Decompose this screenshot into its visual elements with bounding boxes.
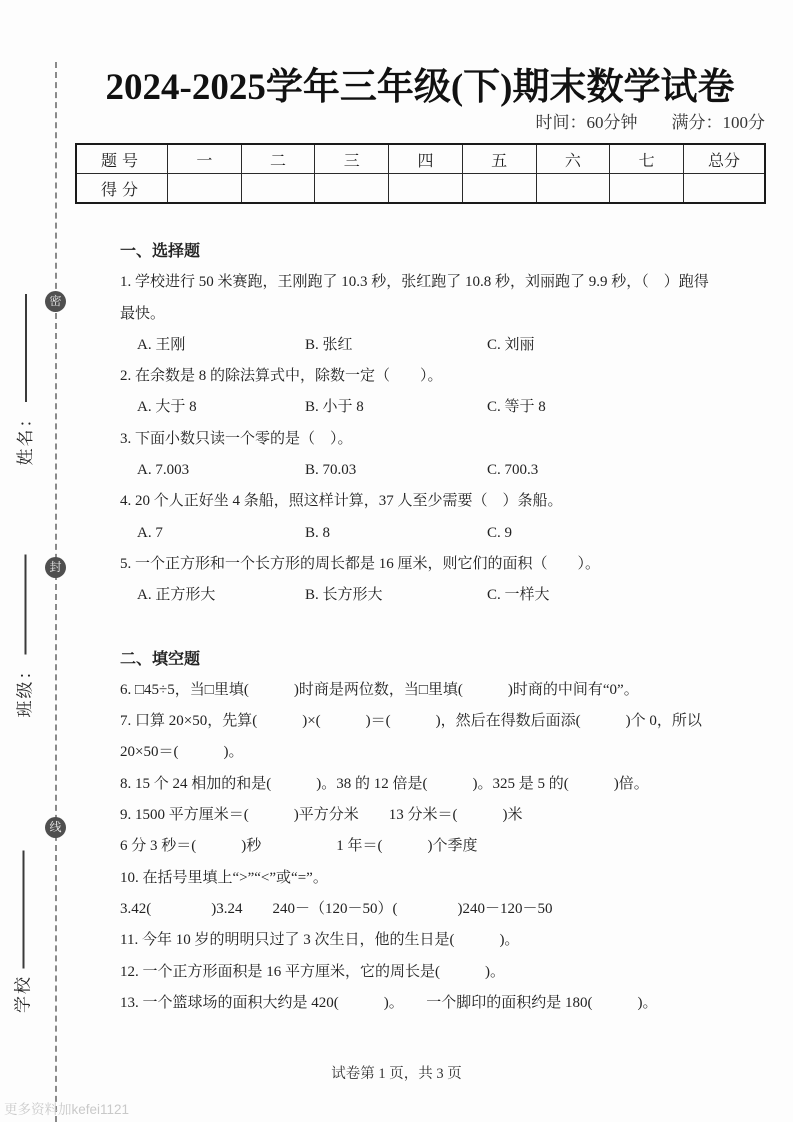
class-label [15, 544, 37, 729]
option-b: B. 70.03 [305, 462, 357, 479]
score-table [75, 143, 766, 204]
question-1-line2: 最快。 [120, 305, 166, 322]
seal-char-mi: 密 [45, 291, 66, 312]
time-limit: 时间：60分钟 [535, 113, 638, 132]
score-header-cell: 六 [536, 144, 610, 174]
score-row-label: 得分 [76, 174, 168, 204]
question-1-line1: 1. 学校进行 50 米赛跑，王刚跑了 10.3 秒，张红跑了 10.8 秒，刘丽跑了 9.9 秒，（ ）跑得 [120, 274, 709, 291]
score-header-cell: 三 [315, 144, 389, 174]
score-cell [241, 174, 315, 204]
option-a: A. 正方形大 [137, 587, 216, 604]
score-cell [536, 174, 610, 204]
score-cell [389, 174, 463, 204]
score-header-cell: 总分 [684, 144, 766, 174]
score-header-cell: 二 [241, 144, 315, 174]
student-name-blank-line [25, 295, 27, 403]
section2-heading: 二、填空题 [120, 650, 201, 668]
watermark-text: 更多资料加kefei1121 [4, 1102, 130, 1117]
class-text: 班级： [15, 660, 35, 718]
page-number: 试卷第 1 页，共 3 页 [331, 1066, 462, 1082]
question-7-line2: 20×50＝( )。 [120, 744, 244, 761]
score-cell [168, 174, 242, 204]
option-a: A. 大于 8 [137, 399, 197, 416]
question-3: 3. 下面小数只读一个零的是（ ）。 [120, 430, 353, 447]
question-9-line2: 6 分 3 秒＝( )秒 1 年＝( )个季度 [120, 838, 478, 855]
exam-body [120, 236, 770, 1019]
option-b: B. 张红 [305, 336, 353, 353]
school-label [13, 830, 35, 1035]
question-5-options [120, 580, 770, 611]
question-9-line1: 9. 1500 平方厘米＝( )平方分米 13 分米＝( )米 [120, 807, 523, 824]
student-name-text: 姓名： [16, 408, 35, 466]
score-header-cell: 五 [462, 144, 536, 174]
seal-char-xian: 线 [45, 817, 66, 838]
question-1-options [120, 330, 770, 361]
option-b: B. 长方形大 [305, 587, 383, 604]
score-header-cell: 题号 [76, 144, 168, 174]
option-c: C. 等于 8 [487, 399, 546, 416]
full-score: 满分：100分 [671, 113, 765, 132]
class-blank-line [25, 555, 27, 655]
option-c: C. 700.3 [487, 462, 539, 479]
option-a: A. 7 [137, 524, 163, 541]
question-2-options [120, 392, 770, 423]
option-c: C. 9 [487, 524, 513, 541]
score-cell [684, 174, 766, 204]
option-c: C. 刘丽 [487, 336, 535, 353]
question-5: 5. 一个正方形和一个长方形的周长都是 16 厘米，则它们的面积（ ）。 [120, 555, 601, 572]
score-cell [610, 174, 684, 204]
score-cell [315, 174, 389, 204]
seal-dashed-line [55, 62, 57, 1122]
school-blank-line [23, 851, 25, 969]
score-cell [462, 174, 536, 204]
page-title: 2024-2025学年三年级(下)期末数学试卷 [105, 67, 735, 108]
question-2: 2. 在余数是 8 的除法算式中，除数一定（ ）。 [120, 368, 443, 385]
question-4: 4. 20 个人正好坐 4 条船，照这样计算，37 人至少需要（ ）条船。 [120, 493, 563, 510]
score-table-header-row [76, 144, 765, 174]
section1-heading: 一、选择题 [120, 243, 201, 260]
score-header-cell: 一 [168, 144, 242, 174]
score-header-cell: 四 [389, 144, 463, 174]
score-table-score-row [76, 174, 765, 204]
question-3-options [120, 455, 770, 486]
option-b: B. 8 [305, 524, 331, 541]
exam-meta [536, 108, 766, 133]
question-12: 12. 一个正方形面积是 16 平方厘米，它的周长是( )。 [120, 963, 505, 980]
school-text: 学校 [13, 975, 33, 1013]
question-6: 6. □45÷5，当□里填( )时商是两位数，当□里填( )时商的中间有“0”。 [120, 681, 639, 698]
question-10: 10. 在括号里填上“>”“<”或“=”。 [120, 869, 328, 886]
question-11: 11. 今年 10 岁的明明只过了 3 次生日，他的生日是( )。 [120, 932, 520, 949]
option-b: B. 小于 8 [305, 399, 364, 416]
option-a: A. 王刚 [137, 336, 186, 353]
question-8: 8. 15 个 24 相加的和是( )。38 的 12 倍是( )。325 是 5 的( )倍。 [120, 775, 649, 792]
seal-char-feng: 封 [45, 557, 66, 578]
option-c: C. 一样大 [487, 587, 550, 604]
question-7-line1: 7. 口算 20×50，先算( )×( )＝( )，然后在得数后面添( )个 0，所以 [120, 713, 702, 730]
option-a: A. 7.003 [137, 462, 190, 479]
student-name-label [15, 280, 37, 480]
question-10-line2: 3.42( )3.24 240－（120－50）( )240－120－50 [120, 900, 553, 917]
question-13: 13. 一个篮球场的面积大约是 420( )。 一个脚印的面积约是 180( )。 [120, 994, 658, 1011]
score-header-cell: 七 [610, 144, 684, 174]
question-4-options [120, 518, 770, 549]
